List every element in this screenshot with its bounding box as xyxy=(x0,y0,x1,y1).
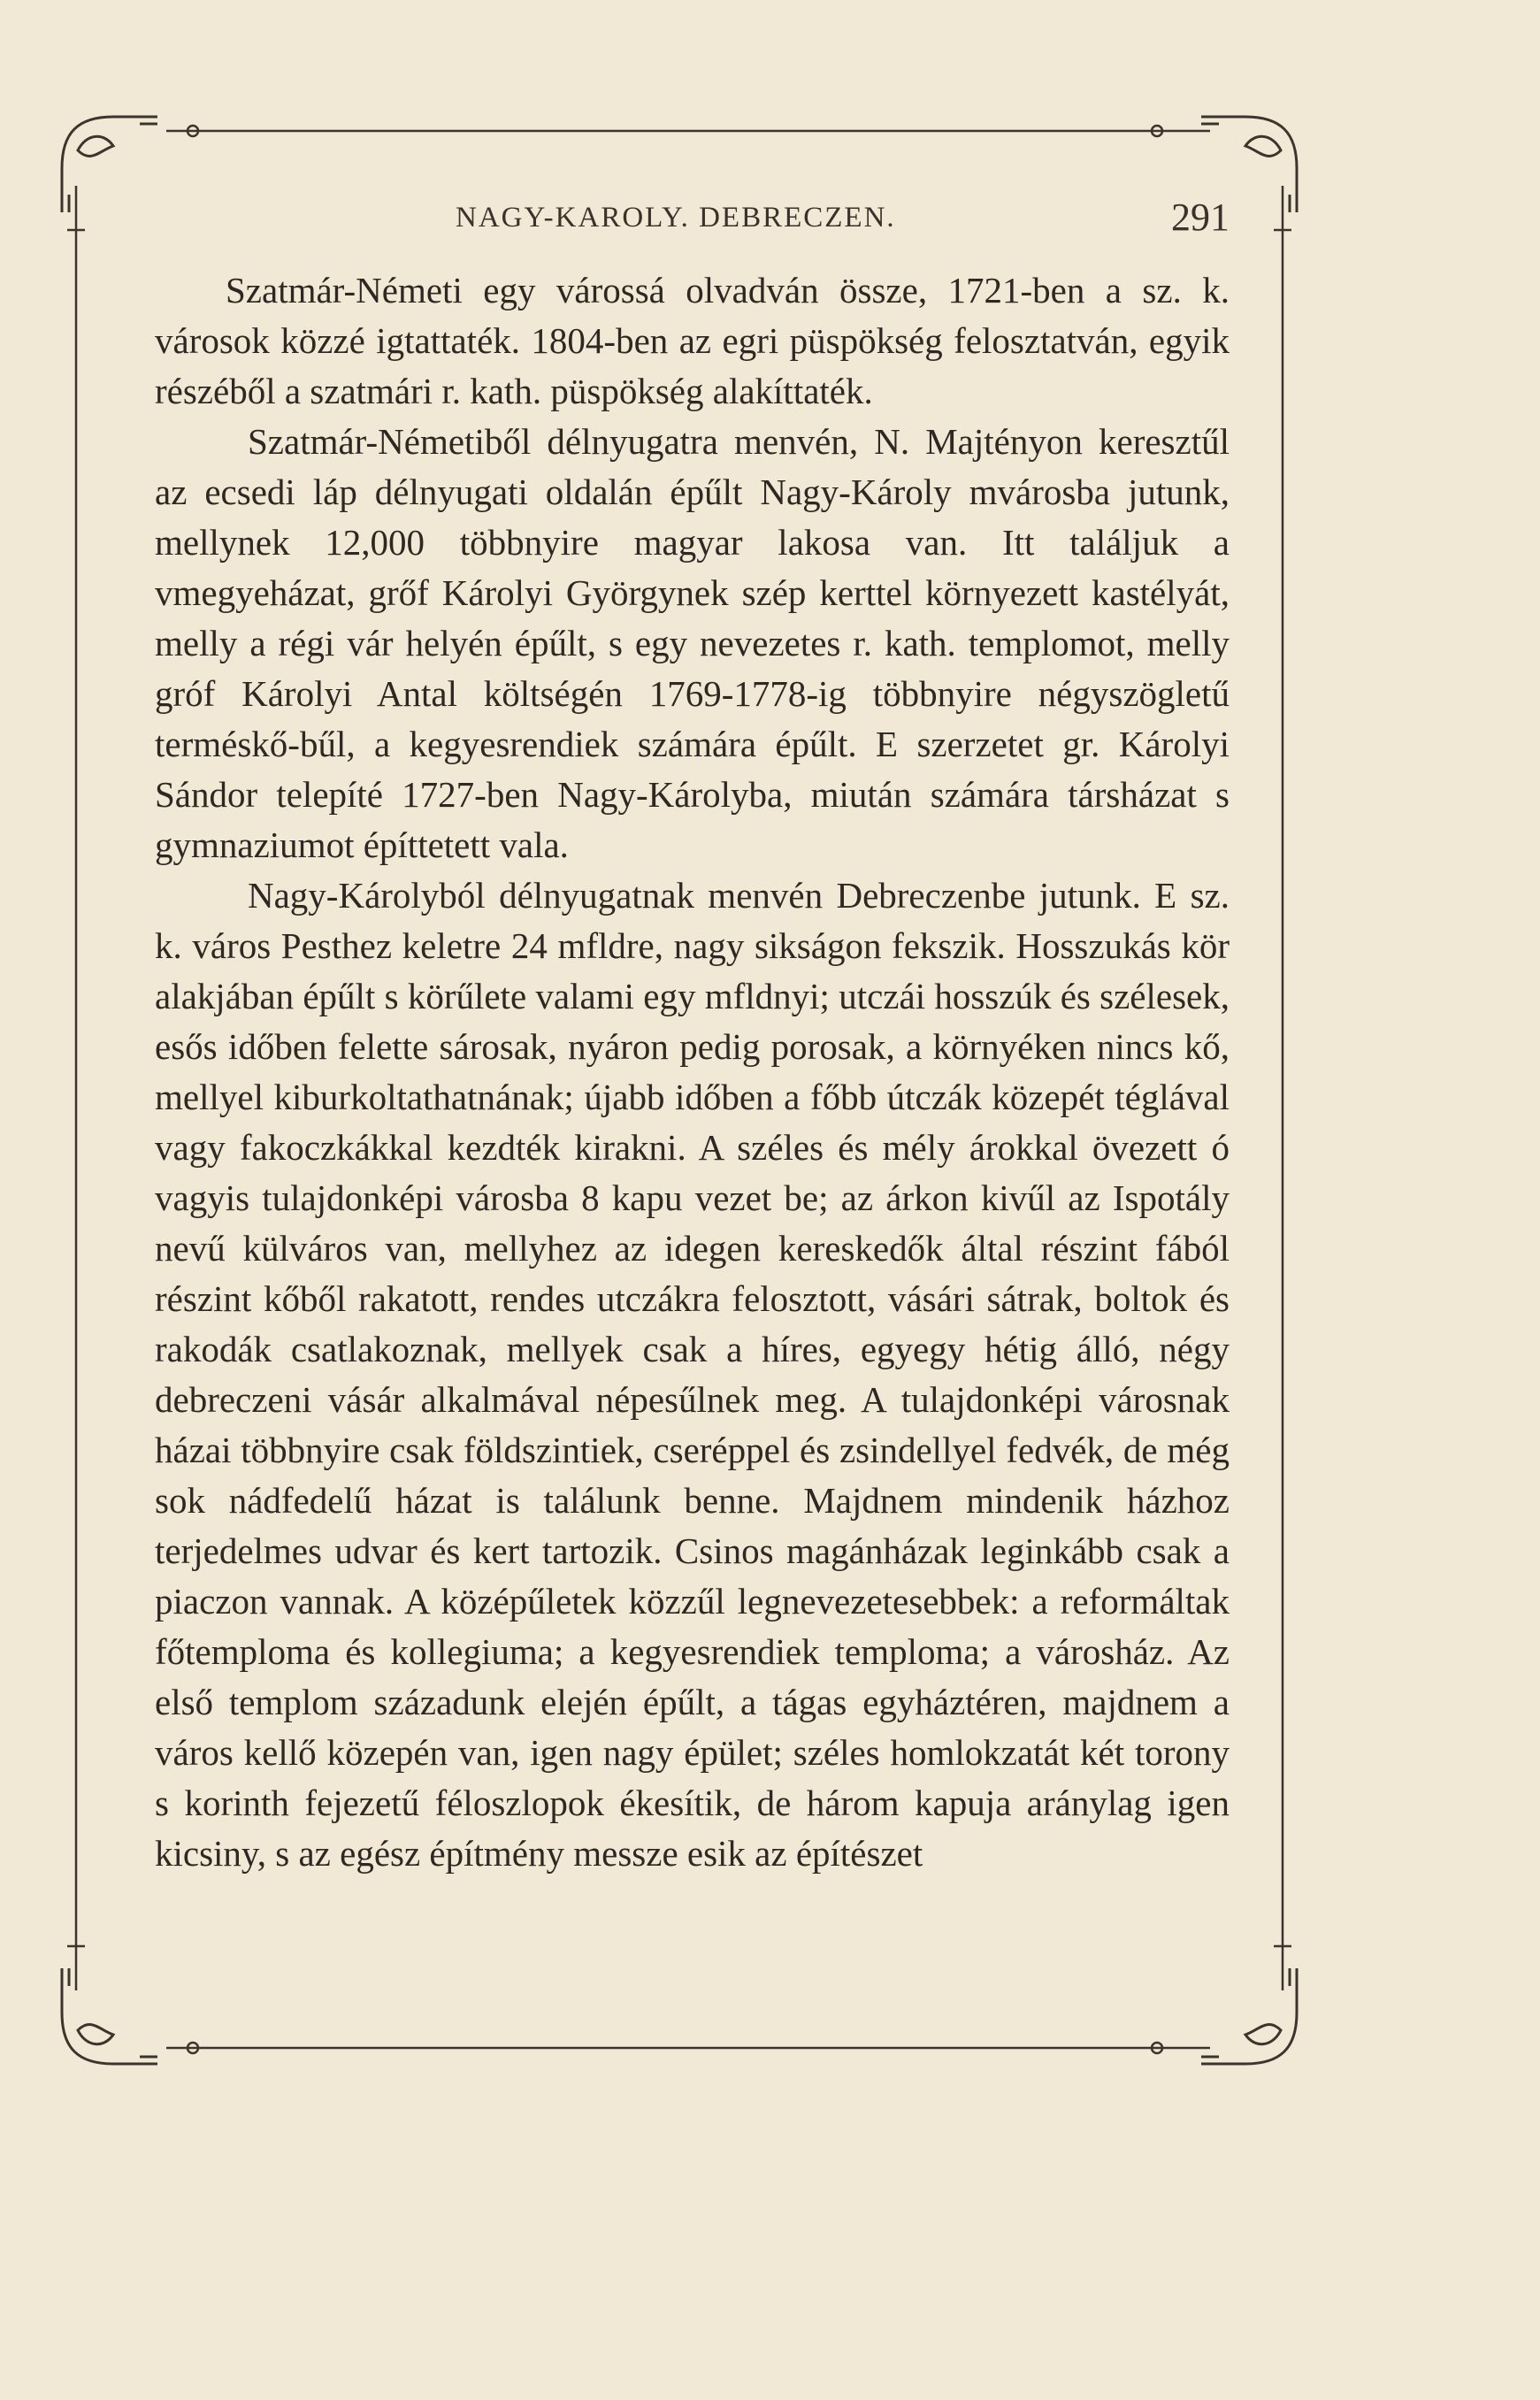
running-head: NAGY-KAROLY. DEBRECZEN. xyxy=(456,202,896,234)
paragraph-3: Nagy-Károlyból délnyugatnak menvén Debreczenbe jutunk. E sz. k. város Pesthez keletre 24 mfldre, nagy sikságon fekszik. Hosszukás kör alakjában épűlt s körűlete valami egy mfldnyi; utczái hosszúk és szélesek, esős időben felette sárosak, nyáron pedig porosak, a környéken nincs kő, mellyel kiburkoltathatnának; újabb időben a főbb útczák közepét téglával vagy fakoczkákkal kezdték kirakni. A széles és mély árokkal övezett ó vagyis tulajdonképi városba 8 kapu vezet be; az árkon kivűl az Ispotály nevű külváros van, mellyhez az idegen kereskedők által részint fából részint kőből rakatott, rendes utczákra felosztott, vásári sátrak, boltok és rakodák csatlakoznak, mellyek csak a híres, egyegy hétig álló, négy debreczeni vásár alkalmával népesűlnek meg. A tulajdonképi városnak házai többnyire csak földszintiek, cseréppel és zsindellyel fedvék, de még sok nádfedelű házat is találunk benne. Majdnem mindenik házhoz terjedelmes udvar és kert tartozik. Csinos magánházak leginkább csak a piaczon vannak. A középűletek közzűl legnevezetesebbek: a reformáltak főtemploma és kollegiuma; a kegyesrendiek temploma; a városház. Az első templom századunk elején épűlt, a tágas egyháztéren, majdnem a város kellő közepén van, igen nagy épület; széles homlokzatát két torony s korinth fejezetű féloszlopok ékesítik, de három kapuja aránylag igen kicsiny, s az egész építmény messze esik az építészet xyxy=(155,875,1230,1874)
body-text xyxy=(155,265,1230,1879)
paragraph-2: Szatmár-Németiből délnyugatra menvén, N. Majtényon keresztűl az ecsedi láp délnyugati oldalán épűlt Nagy-Károly mvárosba jutunk, mellynek 12,000 többnyire magyar lakosa van. Itt találjuk a vmegyeházat, grőf Károlyi Györgynek szép kerttel környezett kastélyát, melly a régi vár helyén épűlt, s egy nevezetes r. kath. templomot, melly gróf Károlyi Antal költségén 1769-1778-ig többnyire négyszögletű terméskő-bűl, a kegyesrendiek számára épűlt. E szerzetet gr. Károlyi Sándor telepíté 1727-ben Nagy-Károlyba, miután számára társházat s gymnaziumot építtetett vala. xyxy=(155,421,1230,865)
page-number: 291 xyxy=(1171,196,1230,239)
page-header xyxy=(155,195,1230,248)
paragraph-1: Szatmár-Németi egy várossá olvadván össze, 1721-ben a sz. k. városok közzé igtattaték. 1804-ben az egri püspökség felosztatván, egyik részéből a szatmári r. kath. püspökség alakíttaték. xyxy=(155,270,1230,411)
